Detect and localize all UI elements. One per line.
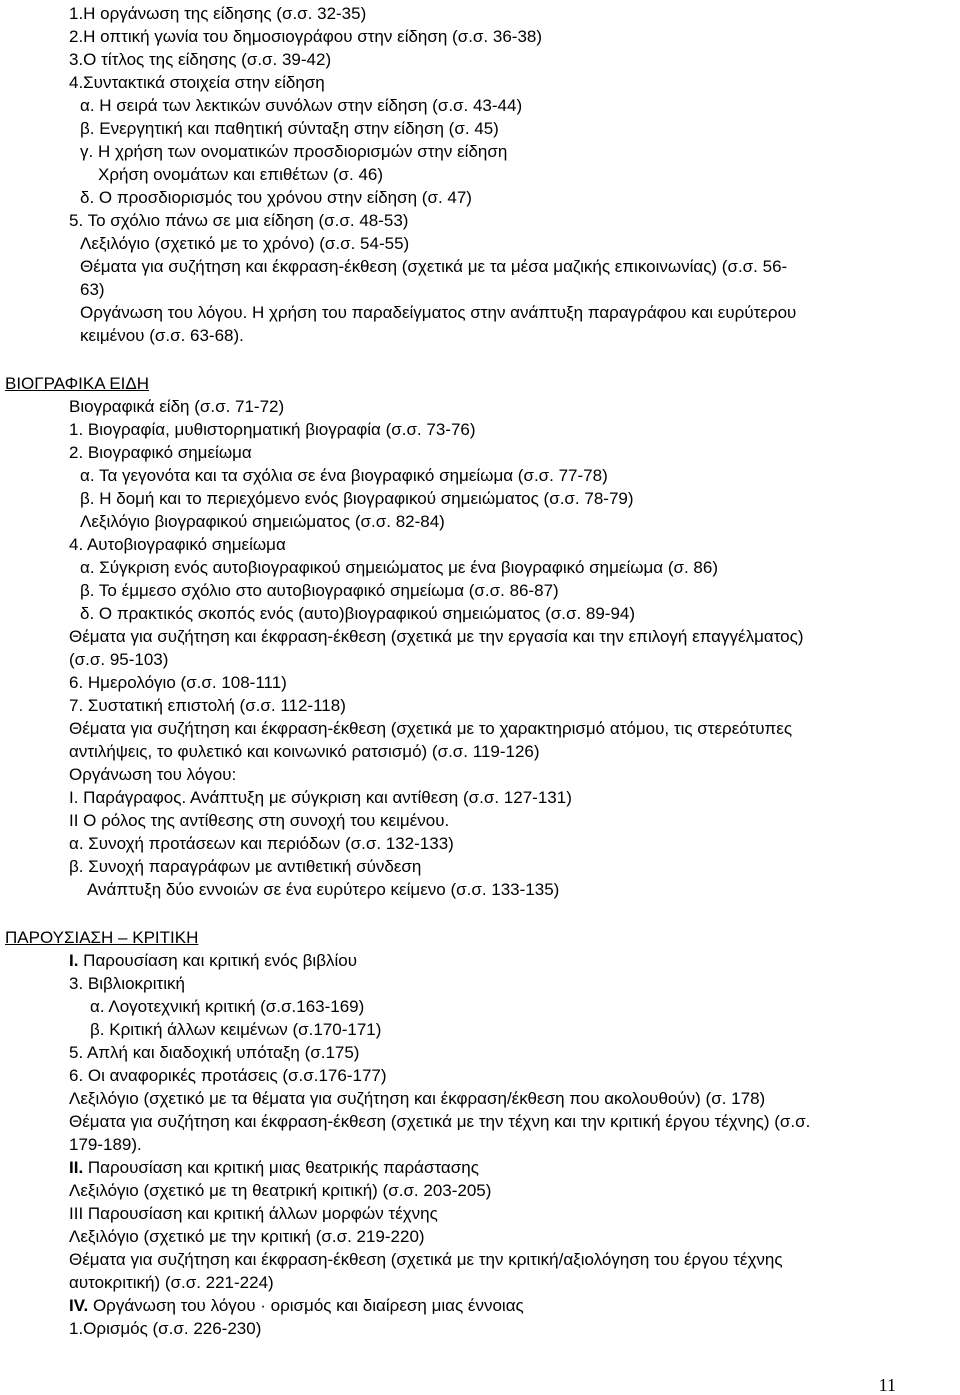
toc-line: Ανάπτυξη δύο εννοιών σε ένα ευρύτερο κείμενο (σ.σ. 133-135) bbox=[87, 880, 560, 899]
toc-line: Θέματα για συζήτηση και έκφραση-έκθεση (σχετικά με την κριτική/αξιολόγηση του έργου τέχνης bbox=[69, 1250, 783, 1269]
page-number: 11 bbox=[878, 1375, 896, 1395]
toc-line: ΙΙΙ Παρουσίαση και κριτική άλλων μορφών τέχνης bbox=[69, 1204, 438, 1223]
toc-line: Λεξιλόγιο (σχετικό με τα θέματα για συζήτηση και έκφραση/έκθεση που ακολουθούν) (σ. 178) bbox=[69, 1089, 766, 1108]
toc-line: Λεξιλόγιο (σχετικό με την κριτική (σ.σ. 219-220) bbox=[69, 1227, 425, 1246]
toc-line: Βιογραφικά είδη (σ.σ. 71-72) bbox=[69, 397, 285, 416]
toc-line: 1.Η οργάνωση της είδησης (σ.σ. 32-35) bbox=[69, 4, 367, 23]
toc-line: 3.Ο τίτλος της είδησης (σ.σ. 39-42) bbox=[69, 50, 332, 69]
toc-line: γ. Η χρήση των ονοματικών προσδιορισμών στην είδηση bbox=[80, 142, 508, 161]
toc-line: αντιλήψεις, το φυλετικό και κοινωνικό ρατσισμό) (σ.σ. 119-126) bbox=[69, 742, 540, 761]
toc-line: α. Σύγκριση ενός αυτοβιογραφικού σημειώματος με ένα βιογραφικό σημείωμα (σ. 86) bbox=[80, 558, 719, 577]
toc-line: Λεξιλόγιο βιογραφικού σημειώματος (σ.σ. 82-84) bbox=[80, 512, 445, 531]
toc-line: Θέματα για συζήτηση και έκφραση-έκθεση (σχετικά με το χαρακτηρισμό ατόμου, τις στερεότυπες bbox=[69, 719, 793, 738]
toc-line: 63) bbox=[80, 280, 105, 299]
toc-line: 179-189). bbox=[69, 1135, 142, 1154]
toc-line: β. Κριτική άλλων κειμένων (σ.170-171) bbox=[90, 1020, 382, 1039]
toc-line: Θέματα για συζήτηση και έκφραση-έκθεση (σχετικά με την εργασία και την επιλογή επαγγέλματος) bbox=[69, 627, 804, 646]
toc-line: Λεξιλόγιο (σχετικό με το χρόνο) (σ.σ. 54-55) bbox=[80, 234, 410, 253]
toc-line: α. Συνοχή προτάσεων και περιόδων (σ.σ. 132-133) bbox=[69, 834, 454, 853]
toc-line: Ι. Παράγραφος. Ανάπτυξη με σύγκριση και αντίθεση (σ.σ. 127-131) bbox=[69, 788, 572, 807]
toc-line: Θέματα για συζήτηση και έκφραση-έκθεση (σχετικά με την τέχνη και την κριτική έργου τέχνης) (σ.σ. bbox=[69, 1112, 811, 1131]
toc-line: δ. Ο προσδιορισμός του χρόνου στην είδηση (σ. 47) bbox=[80, 188, 472, 207]
toc-line: β. Συνοχή παραγράφων με αντιθετική σύνδεση bbox=[69, 857, 422, 876]
toc-line: Χρήση ονομάτων και επιθέτων (σ. 46) bbox=[98, 165, 384, 184]
toc-line: β. Ενεργητική και παθητική σύνταξη στην είδηση (σ. 45) bbox=[80, 119, 499, 138]
section-heading: ΒΙΟΓΡΑΦΙΚΑ ΕΙΔΗ bbox=[5, 374, 150, 393]
toc-line bbox=[69, 1297, 524, 1314]
toc-line: 4. Αυτοβιογραφικό σημείωμα bbox=[69, 535, 286, 554]
toc-line: δ. Ο πρακτικός σκοπός ενός (αυτο)βιογραφικού σημειώματος (σ.σ. 89-94) bbox=[80, 604, 636, 623]
bold-numeral: ΙΙ. bbox=[69, 1158, 84, 1177]
toc-line bbox=[69, 1159, 479, 1176]
toc-line: β. Η δομή και το περιεχόμενο ενός βιογραφικού σημειώματος (σ.σ. 78-79) bbox=[80, 489, 634, 508]
toc-line: Θέματα για συζήτηση και έκφραση-έκθεση (σχετικά με τα μέσα μαζικής επικοινωνίας) (σ.σ. 56- bbox=[80, 257, 788, 276]
toc-line: 7. Συστατική επιστολή (σ.σ. 112-118) bbox=[69, 696, 346, 715]
toc-line: κειμένου (σ.σ. 63-68). bbox=[80, 326, 244, 345]
line-text: Παρουσίαση και κριτική ενός βιβλίου bbox=[78, 951, 358, 970]
line-text: Παρουσίαση και κριτική μιας θεατρικής παράστασης bbox=[83, 1158, 479, 1177]
toc-line: 1.Ορισμός (σ.σ. 226-230) bbox=[69, 1319, 262, 1338]
toc-line: Οργάνωση του λόγου: bbox=[69, 765, 237, 784]
toc-line: (σ.σ. 95-103) bbox=[69, 650, 169, 669]
toc-line: β. Το έμμεσο σχόλιο στο αυτοβιογραφικό σημείωμα (σ.σ. 86-87) bbox=[80, 581, 559, 600]
toc-line: ΙΙ Ο ρόλος της αντίθεσης στη συνοχή του κειμένου. bbox=[69, 811, 450, 830]
toc-line: Λεξιλόγιο (σχετικό με τη θεατρική κριτική) (σ.σ. 203-205) bbox=[69, 1181, 492, 1200]
toc-line: α. Λογοτεχνική κριτική (σ.σ.163-169) bbox=[90, 997, 365, 1016]
bold-numeral: ΙV. bbox=[69, 1296, 89, 1315]
toc-line: α. Η σειρά των λεκτικών συνόλων στην είδηση (σ.σ. 43-44) bbox=[80, 96, 523, 115]
toc-line: 6. Ημερολόγιο (σ.σ. 108-111) bbox=[69, 673, 287, 692]
line-text: Οργάνωση του λόγου · ορισμός και διαίρεση μιας έννοιας bbox=[88, 1296, 524, 1315]
toc-line: 2.Η οπτική γωνία του δημοσιογράφου στην είδηση (σ.σ. 36-38) bbox=[69, 27, 543, 46]
toc-line bbox=[69, 952, 357, 969]
toc-line: 6. Οι αναφορικές προτάσεις (σ.σ.176-177) bbox=[69, 1066, 387, 1085]
toc-line: 4.Συντακτικά στοιχεία στην είδηση bbox=[69, 73, 325, 92]
toc-line: 2. Βιογραφικό σημείωμα bbox=[69, 443, 252, 462]
toc-line: α. Τα γεγονότα και τα σχόλια σε ένα βιογραφικό σημείωμα (σ.σ. 77-78) bbox=[80, 466, 608, 485]
toc-line: 3. Βιβλιοκριτική bbox=[69, 974, 185, 993]
toc-line: 5. Απλή και διαδοχική υπόταξη (σ.175) bbox=[69, 1043, 360, 1062]
toc-line: αυτοκριτική) (σ.σ. 221-224) bbox=[69, 1273, 274, 1292]
toc-line: 5. Το σχόλιο πάνω σε μια είδηση (σ.σ. 48-53) bbox=[69, 211, 409, 230]
section-heading: ΠΑΡΟΥΣΙΑΣΗ – ΚΡΙΤΙΚΗ bbox=[5, 928, 199, 947]
bold-numeral: Ι. bbox=[69, 951, 79, 970]
toc-line: Οργάνωση του λόγου. Η χρήση του παραδείγματος στην ανάπτυξη παραγράφου και ευρύτερου bbox=[80, 303, 797, 322]
toc-line: 1. Βιογραφία, μυθιστορηματική βιογραφία (σ.σ. 73-76) bbox=[69, 420, 476, 439]
